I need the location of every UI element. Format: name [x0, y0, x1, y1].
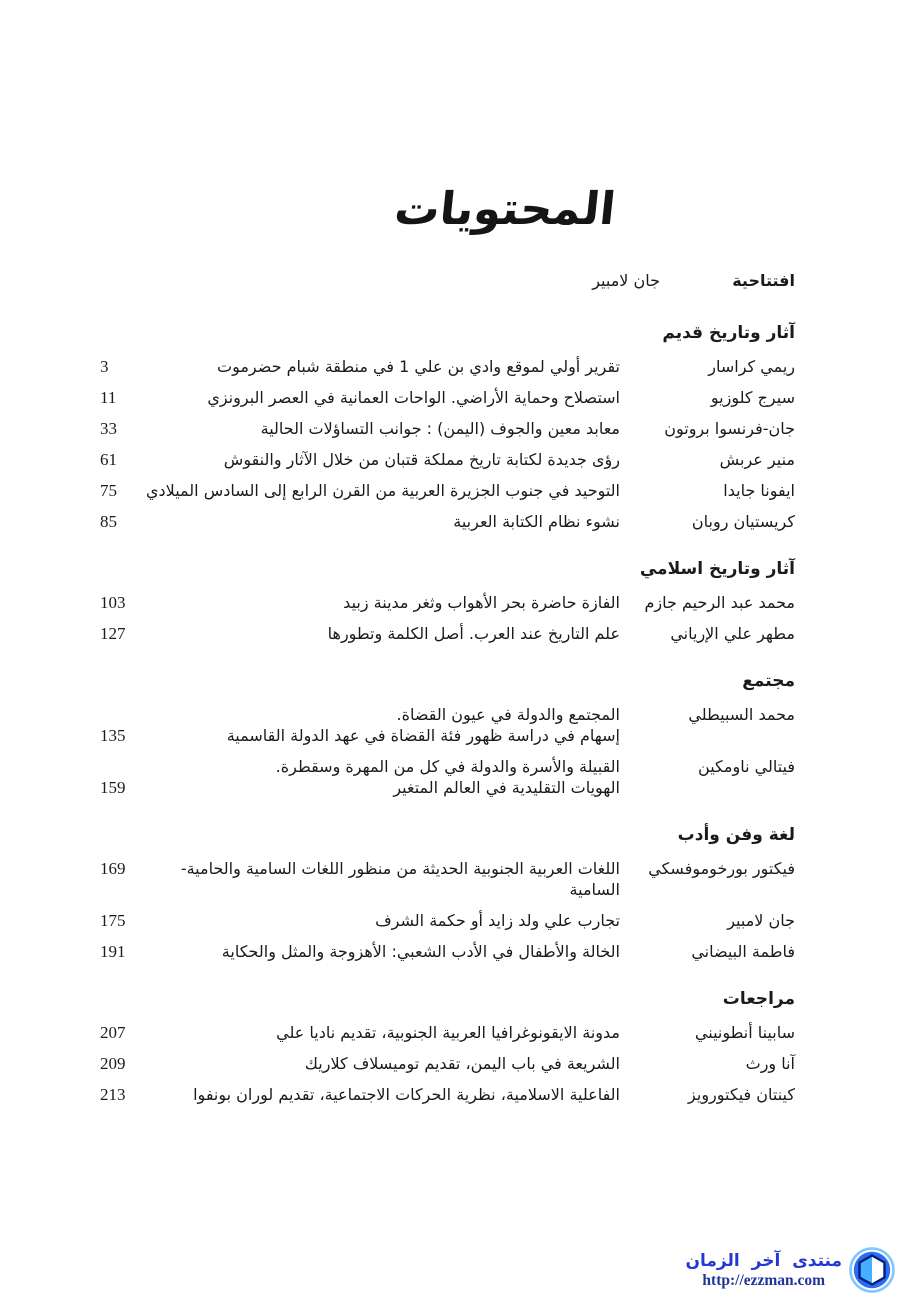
section-heading-language-art: لغة وفن وأدب	[677, 825, 795, 845]
entry-title: اللغات العربية الجنوبية الحديثة من منظور اللغات السامية والحامية-السامية	[180, 859, 620, 899]
section-heading-islamic: آثار وتاريخ اسلامي	[639, 559, 795, 579]
forum-name: منتدى آخر الزمان	[685, 1250, 842, 1271]
entry-author: جان لامبير	[727, 911, 795, 930]
page-number: 33	[100, 419, 117, 438]
toc-row	[100, 858, 795, 900]
entry-title: تقرير أولي لموقع وادي بن علي 1 في منطقة شبام حضرموت	[217, 357, 620, 376]
entry-title: استصلاح وحماية الأراضي. الواحات العمانية في العصر البرونزي	[207, 388, 620, 407]
page-number	[100, 270, 142, 291]
toc-row	[100, 910, 795, 931]
entry-author: محمد عبد الرحيم جازم	[644, 593, 795, 612]
page-number: 175	[100, 911, 126, 930]
page-number: 75	[100, 481, 117, 500]
entry-title	[142, 704, 620, 746]
page-number: 191	[100, 942, 126, 961]
entry-author: سيرج كلوزيو	[710, 388, 795, 407]
entry-title: الخالة والأطفال في الأدب الشعبي: الأهزوجة والمثل والحكاية	[221, 942, 620, 961]
entry-title: الشريعة في باب اليمن، تقديم توميسلاف كلاريك	[304, 1054, 620, 1073]
entry-author: محمد السبيطلي	[688, 705, 795, 724]
page-number: 135	[100, 726, 126, 745]
entry-title: تجارب علي ولد زايد أو حكمة الشرف	[375, 911, 620, 930]
entry-author: مطهر علي الإرياني	[670, 624, 795, 643]
toc-row	[100, 511, 795, 532]
entry-title-line2: الهويات التقليدية في العالم المتغير	[393, 778, 620, 797]
section-heading-ancient: آثار وتاريخ قديم	[662, 323, 795, 343]
entry-author: كريستيان روبان	[691, 512, 795, 531]
page-number: 207	[100, 1023, 126, 1042]
entry-author: ايفونا جايدا	[723, 481, 795, 500]
page-number: 61	[100, 450, 117, 469]
entry-title: الفازة حاضرة بحر الأهواب وثغر مدينة زبيد	[343, 593, 620, 612]
page-number: 209	[100, 1054, 126, 1073]
section-heading-reviews: مراجعات	[722, 989, 795, 1009]
entry-title-line1: المجتمع والدولة في عيون القضاة.	[396, 705, 620, 724]
toc-row	[100, 387, 795, 408]
page-number: 127	[100, 624, 126, 643]
entry-author: آنا ورث	[745, 1054, 795, 1073]
entry-author: فيكتور بورخوموفسكي	[648, 859, 795, 878]
entry-author: كينتان فيكتورويز	[688, 1085, 795, 1104]
toc-row	[100, 356, 795, 377]
entry-author: سابينا أنطونيني	[694, 1023, 795, 1042]
entry-author: ريمي كراسار	[708, 357, 795, 376]
opening-label: افتتاحية	[732, 271, 795, 290]
toc-row	[100, 480, 795, 501]
watermark-text	[686, 1251, 843, 1290]
entry-title	[142, 756, 620, 798]
toc-row-opening	[100, 270, 795, 291]
entry-title: الفاعلية الاسلامية، نظرية الحركات الاجتماعية، تقديم لوران بونفوا	[193, 1085, 620, 1104]
entry-author: جان-فرنسوا بروتون	[664, 419, 795, 438]
page-number: 85	[100, 512, 117, 531]
page-number: 103	[100, 593, 126, 612]
toc-row	[100, 1053, 795, 1074]
page-number: 159	[100, 778, 126, 797]
entry-author: فيتالي ناومكين	[698, 757, 795, 776]
toc-row	[100, 941, 795, 962]
page-number: 169	[100, 859, 126, 878]
forum-url-link[interactable]: http://ezzman.com	[702, 1271, 826, 1289]
opening-author: جان لامبير	[592, 271, 660, 290]
toc-row	[100, 623, 795, 644]
forum-watermark	[686, 1247, 896, 1293]
entry-author: فاطمة البيضاني	[691, 942, 795, 961]
entry-title: نشوء نظام الكتابة العربية	[453, 512, 620, 531]
hexagon-in-circle-logo-icon	[849, 1247, 895, 1293]
table-of-contents	[100, 270, 795, 1115]
entry-title: رؤى جديدة لكتابة تاريخ مملكة قتبان من خلال الآثار والنقوش	[223, 450, 620, 469]
toc-row	[100, 418, 795, 439]
toc-row	[100, 592, 795, 613]
entry-title: مدونة الايقونوغرافيا العربية الجنوبية، تقديم ناديا علي	[276, 1023, 620, 1042]
toc-row	[100, 704, 795, 746]
entry-title-line2: إسهام في دراسة ظهور فئة القضاة في عهد الدولة القاسمية	[226, 726, 620, 745]
entry-title: التوحيد في جنوب الجزيرة العربية من القرن الرابع إلى السادس الميلادي	[146, 481, 620, 500]
toc-row	[100, 756, 795, 798]
entry-title: معابد معين والجوف (اليمن) : جوانب التساؤلات الحالية	[260, 419, 620, 438]
toc-row	[100, 1084, 795, 1105]
section-heading-society: مجتمع	[742, 671, 795, 691]
page-number: 3	[100, 357, 109, 376]
entry-author: منير عربش	[719, 450, 795, 469]
toc-row	[100, 449, 795, 470]
entry-title: علم التاريخ عند العرب. أصل الكلمة وتطورها	[327, 624, 620, 643]
page-number: 11	[100, 388, 117, 407]
page-title: المحتويات	[391, 182, 619, 235]
entry-title-line1: القبيلة والأسرة والدولة في كل من المهرة وسقطرة.	[275, 757, 620, 776]
page-number: 213	[100, 1085, 126, 1104]
toc-row	[100, 1022, 795, 1043]
